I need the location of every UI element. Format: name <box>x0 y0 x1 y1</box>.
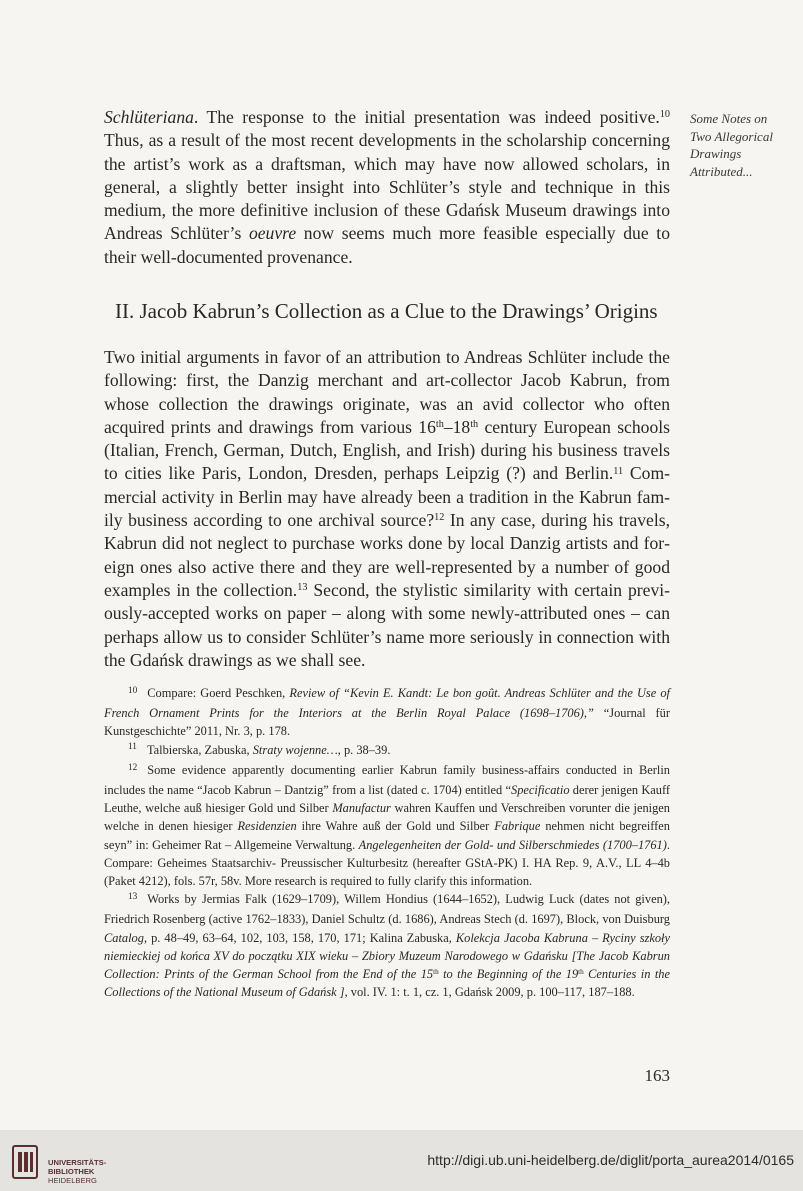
running-side-note: Some Notes on Two Allegorical Drawings Attributed... <box>690 111 773 179</box>
footnote-11: $^{11}$ Talbierska, Zabuska, Straty wojenne…, p. 38–39. <box>128 742 391 757</box>
footnote-10: $^{10}$ Compare: Goerd Peschken, Review of “Kevin E. Kandt: Le bon goût. Andreas Schlüter and the Use of French Ornament Prints for the Interiors at the Berlin Royal Palace (1698–1706),” “Journal für Kunstgeschichte” 2011, Nr. 3, p. 178. <box>104 685 670 739</box>
footnote-ref-11[interactable]: 11 <box>613 465 624 477</box>
footnote-ref-12[interactable]: 12 <box>434 512 445 524</box>
footnote-13: $^{13}$ Works by Jermias Falk (1629–1709), Willem Hondius (1644–1652), Ludwig Luck (dates not given), Friedrich Rosenberg (active 1762–1833), Daniel Schultz (d. 1686), Andreas Stech (d. 1697), Block, von Duisburg Catalog, p. 48–49, 63–64, 102, 103, 158, 170, 171; Kalina Zabuska, Kolekcja Jacoba Kabruna – Ryciny szkoły niemieckiej od końca XV do początku XIX wieku – Zbiory Muzeum Narodowego w Gdańsku [The Jacob Kabrun Collection: Prints of the German School from the End of the 15th to the Beginning of the 19th Centuries in the Collections of the National Museum of Gdańsk ], vol. IV. 1: t. 1, cz. 1, Gdańsk 2009, p. 100–117, 187–188. <box>104 892 670 1000</box>
page-number: 163 <box>644 1066 670 1085</box>
footnotes <box>104 684 670 1001</box>
footnote-ref-13[interactable]: 13 <box>297 582 308 594</box>
section-heading: II. Jacob Kabrun’s Collection as a Clue to the Drawings’ Origins <box>115 299 658 323</box>
library-seal-icon <box>10 1142 40 1182</box>
footnote-12: $^{12}$ Some evidence apparently documenting earlier Kabrun family business-affairs conducted in Berlin includes the name “Jacob Kabrun – Dantzig” from a list (dated c. 1704) entitled “Specificatio derer jenigen Kauff Leuthe, welche auß hiesiger Gold und Silber Manufactur wahren Kauffen und Verschreiben vorunter die jenigen welche in denen hiesiger Residenzien ihre Wahre auß der Gold und Silber Fabrique nehmen nicht begreiffen seyn” in: Geheimer Rat – Allgemeine Verwaltung. Angelegenheiten der Gold- und Silberschmiedes (1700–1761). Compare: Geheimes Staatsarchiv- Preussischer Kulturbesitz (hereafter GStA-PK) I. HA Rep. 9, A.V., LL 4–4b (Paket 4212), fols. 57r, 58v. More research is required to fully clarify this information. <box>104 762 670 889</box>
library-logo[interactable]: UNIVERSITÄTS- BIBLIOTHEK HEIDELBERG <box>8 1140 118 1184</box>
body-paragraph-2: Two initial arguments in favor of an attribution to Andreas Schlüter include the following: first, the Danzig merchant and art-collector Jacob Kabrun, from whose collection the drawings originate, was an avid collector who often acquired prints and drawings from various 16th–18th century European schools (Italian, French, German, Dutch, English, and Irish) during his business travels to cities like Paris, London, Dresden, perhaps Leipzig (?) and Berlin.$^{11}$ Commercial activity in Berlin may have already been a tradition in the Kabrun family business according to one archival source?$^{12}$ In any case, during his travels, Kabrun did not neglect to purchase works done by local Danzig artists and foreign ones also active there and they are well-represented by a number of good examples in the collection.$^{13}$ Second, the stylistic similarity with certain previously-accepted works on paper – along with some newly-attributed ones – can perhaps allow us to consider Schlüter’s name more seriously in connection with the Gdańsk drawings as we shall see. <box>104 347 670 670</box>
viewer-footer <box>0 1130 803 1191</box>
footnote-ref-10[interactable]: 10 <box>659 109 670 121</box>
permalink-url[interactable]: http://digi.ub.uni-heidelberg.de/diglit/porta_aurea2014/0165 <box>427 1152 794 1168</box>
body-paragraph-1: Schlüteriana. The response to the initial presentation was indeed positive.$^{10}$ Thus, as a result of the most recent developments in the scholarship concerning the artist’s work as a draftsman, which may have now allowed scholars, in general, a slightly better insight into Schlüter’s style and technique in this medium, the more definitive inclusion of these Gdańsk Museum drawings into Andreas Schlüter’s oeuvre now seems much more feasible especially due to their well-documented provenance. <box>104 107 670 267</box>
